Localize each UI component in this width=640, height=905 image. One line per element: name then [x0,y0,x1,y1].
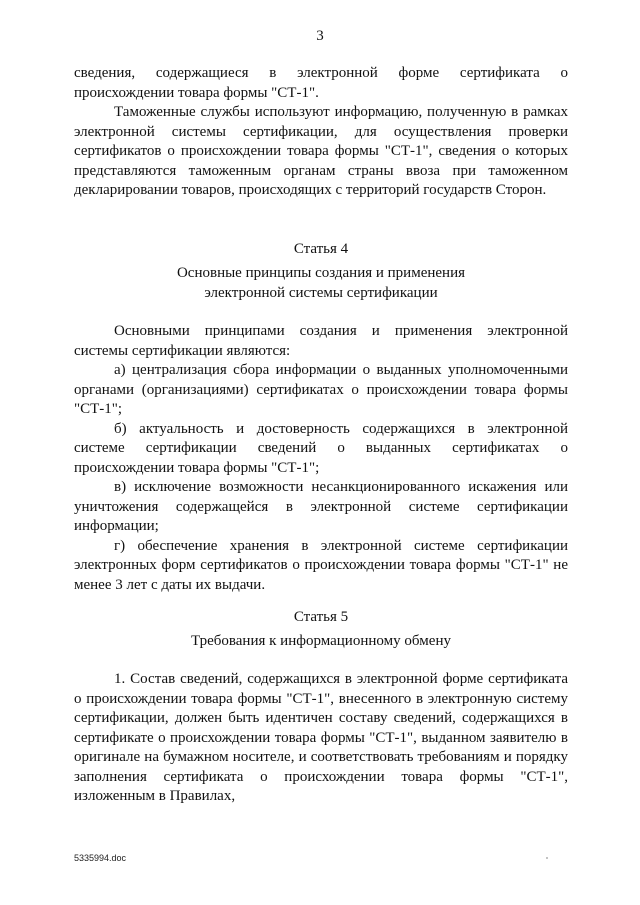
opening-section [74,64,568,201]
article-4-heading: Статья 4 [293,241,349,257]
article-4-item-b: б) актуальность и достоверность содержащихся в электронной системе сертификации сведений о выданных сертификатах о происхождении товара формы "СТ-1"; [74,420,568,476]
article-4-header [74,240,568,260]
article-4-item-d: г) обеспечение хранения в электронной системе сертификации электронных форм сертификатов о происхождении товара формы "СТ-1" не менее 3 лет с даты их выдачи. [74,537,568,593]
article-5-body [74,670,568,807]
article-4-body [74,322,568,595]
article-5-paragraph-1: 1. Состав сведений, содержащихся в электронной форме сертификата о происхождении товара формы "СТ-1", внесенного в электронную систему сертификации, должен быть идентичен составу сведений, содержащихся в сертификате о происхождении товара формы "СТ-1", выданном заявителю в оригинале на бумажном носителе, и соответствовать требованиям и порядку заполнения сертификата о происхождении товара формы "СТ-1", изложенным в Правилах, [74,671,568,804]
article-4-item-a: а) централизация сбора информации о выданных уполномоченными органами (организациями) сертификатах о происхождении товара формы "СТ-1"; [74,362,568,417]
article-4-title-line-1: Основные принципы создания и применения [176,265,466,281]
paragraph-customs-services: Таможенные службы используют информацию, полученную в рамках электронной системы сертификации, для осуществления проверки сертификатов о происхождении товара формы "СТ-1", сведения о которых представляются таможенным органам страны ввоза при таможенном декларировании товаров, происходящих с территорий государств Сторон. [74,104,568,198]
paragraph-continuation: сведения, содержащиеся в электронной форме сертификата о происхождении товара формы "СТ-1". [74,65,568,101]
article-4-title [74,264,568,303]
page-number: 3 [316,28,324,44]
article-5-heading: Статья 5 [293,609,349,625]
article-5-header [74,608,568,628]
article-4-item-c: в) исключение возможности несанкционированного искажения или уничтожения содержащейся в электронной системе сертификации информации; [74,479,568,534]
article-5-title: Требования к информационному обмену [191,633,451,649]
article-4-intro: Основными принципами создания и применения электронной системы сертификации являются: [74,323,568,359]
footer-filename: 5335994.doc [74,853,127,863]
scan-dot [546,857,548,859]
article-5-title-block [74,632,568,652]
article-4-title-line-2: электронной системы сертификации [204,284,438,301]
